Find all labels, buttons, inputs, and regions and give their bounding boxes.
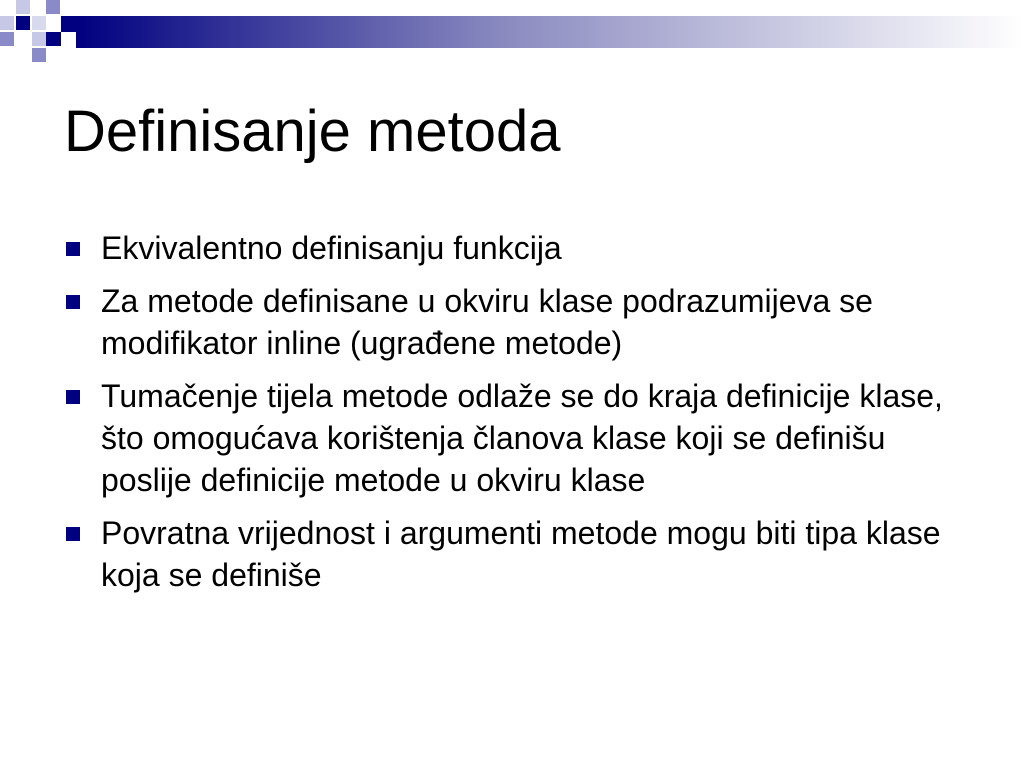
header-square: [32, 48, 46, 62]
header-square: [16, 16, 30, 30]
header-square: [46, 32, 61, 46]
bullet-item: [64, 512, 964, 596]
header-square: [46, 0, 60, 14]
header-square: [0, 0, 16, 16]
header-square: [32, 16, 46, 30]
bullet-text: Tumačenje tijela metode odlaže se do kraja definicije klase, što omogućava korištenja članova klase koji se definišu poslije definicije metode u okviru klase: [101, 378, 943, 498]
bullet-item: [64, 280, 964, 364]
square-bullet-icon: [66, 390, 80, 404]
slide-title: Definisanje metoda: [64, 99, 561, 164]
header-square: [61, 16, 76, 32]
header-square: [32, 32, 46, 46]
bullet-item: [64, 227, 964, 269]
bullet-text: Ekvivalentno definisanju funkcija: [101, 230, 562, 266]
square-bullet-icon: [66, 295, 80, 309]
bullet-item: [64, 375, 964, 501]
bullet-text: Povratna vrijednost i argumenti metode mogu biti tipa klase koja se definiše: [101, 515, 941, 593]
header-square: [16, 0, 30, 14]
header-squares-graphic: [0, 0, 1024, 66]
bullet-list: [64, 227, 964, 607]
header-gradient-bar: [76, 16, 1024, 48]
header-square: [0, 16, 14, 30]
square-bullet-icon: [66, 242, 80, 256]
header-decoration: [0, 0, 1024, 66]
bullet-text: Za metode definisane u okviru klase podrazumijeva se modifikator inline (ugrađene metode): [101, 283, 873, 361]
square-bullet-icon: [66, 527, 80, 541]
header-square: [0, 32, 14, 46]
